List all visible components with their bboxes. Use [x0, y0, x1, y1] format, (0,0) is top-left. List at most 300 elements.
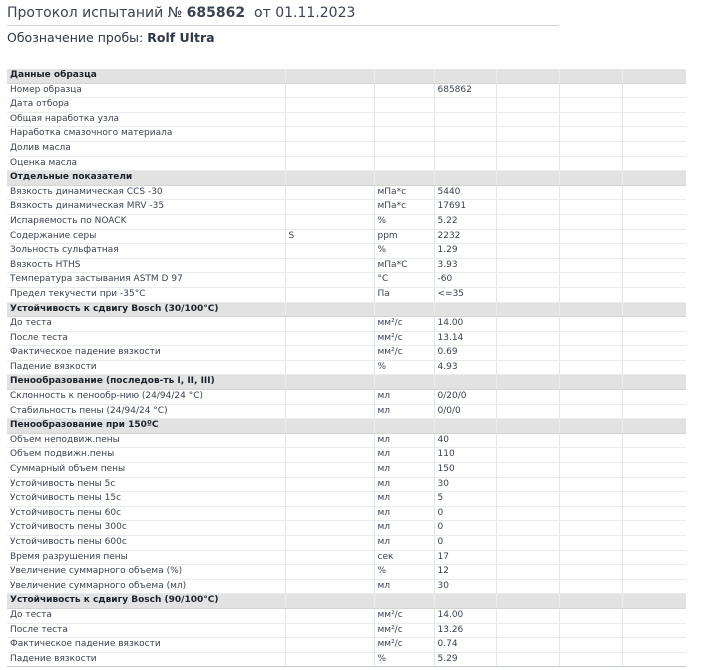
parameter-name: Склонность к пенообр-нию (24/94/24 °С)	[7, 390, 285, 405]
empty-cell	[559, 463, 622, 478]
parameter-mark	[285, 156, 374, 171]
parameter-value: 5440	[434, 185, 496, 200]
table-row	[7, 506, 686, 521]
parameter-mark	[285, 331, 374, 346]
parameter-name: Номер образца	[7, 83, 285, 98]
parameter-mark	[285, 360, 374, 375]
parameter-value: 5.29	[434, 652, 496, 667]
section-header-cell	[496, 171, 559, 186]
parameter-name: Устойчивость пены 5с	[7, 477, 285, 492]
parameter-value: 17691	[434, 200, 496, 215]
parameter-unit: °С	[374, 273, 434, 288]
empty-cell	[559, 550, 622, 565]
empty-cell	[559, 331, 622, 346]
section-header-cell	[622, 302, 686, 317]
empty-cell	[622, 565, 686, 580]
parameter-name: Испаряемость по NOACK	[7, 214, 285, 229]
parameter-mark	[285, 550, 374, 565]
section-header	[7, 375, 686, 390]
empty-cell	[622, 141, 686, 156]
parameter-unit: Па	[374, 287, 434, 302]
empty-cell	[622, 200, 686, 215]
section-header-cell	[496, 375, 559, 390]
parameter-name: Увеличение суммарного объема (мл)	[7, 579, 285, 594]
parameter-mark	[285, 244, 374, 259]
parameter-mark	[285, 83, 374, 98]
empty-cell	[496, 98, 559, 113]
section-header-cell	[559, 375, 622, 390]
section-header-cell	[285, 375, 374, 390]
empty-cell	[496, 506, 559, 521]
empty-cell	[496, 200, 559, 215]
empty-cell	[496, 156, 559, 171]
parameter-mark	[285, 200, 374, 215]
parameter-unit: мПа*с	[374, 185, 434, 200]
empty-cell	[496, 623, 559, 638]
parameter-mark	[285, 127, 374, 142]
parameter-unit: мм²/с	[374, 638, 434, 653]
empty-cell	[559, 652, 622, 667]
table-row	[7, 98, 686, 113]
parameter-value: 1.29	[434, 244, 496, 259]
section-header-cell	[622, 375, 686, 390]
table-row	[7, 331, 686, 346]
table-row	[7, 317, 686, 332]
report-title	[7, 3, 559, 26]
empty-cell	[559, 448, 622, 463]
parameter-unit	[374, 156, 434, 171]
parameter-value	[434, 112, 496, 127]
section-header-cell	[434, 69, 496, 83]
section-header-cell	[285, 302, 374, 317]
parameter-value: 12	[434, 565, 496, 580]
parameter-value: 3.93	[434, 258, 496, 273]
table-row	[7, 448, 686, 463]
parameter-value: 0	[434, 506, 496, 521]
empty-cell	[496, 536, 559, 551]
parameter-unit: мл	[374, 536, 434, 551]
parameter-unit: мл	[374, 463, 434, 478]
section-title: Устойчивость к сдвигу Bosch (30/100°С)	[7, 302, 285, 317]
table-row	[7, 390, 686, 405]
parameter-name: Вязкость динамическая MRV -35	[7, 200, 285, 215]
section-header-cell	[434, 171, 496, 186]
parameter-value: 17	[434, 550, 496, 565]
table-row	[7, 521, 686, 536]
parameter-name: Устойчивость пены 300с	[7, 521, 285, 536]
parameter-mark: S	[285, 229, 374, 244]
empty-cell	[496, 550, 559, 565]
table-row	[7, 112, 686, 127]
section-header-cell	[496, 302, 559, 317]
title-prefix: Протокол испытаний №	[7, 5, 183, 21]
table-row	[7, 83, 686, 98]
empty-cell	[622, 360, 686, 375]
empty-cell	[622, 229, 686, 244]
parameter-value	[434, 141, 496, 156]
section-header-cell	[434, 419, 496, 434]
parameter-mark	[285, 185, 374, 200]
empty-cell	[496, 448, 559, 463]
parameter-name: Общая наработка узла	[7, 112, 285, 127]
empty-cell	[559, 536, 622, 551]
empty-cell	[496, 492, 559, 507]
parameter-mark	[285, 317, 374, 332]
empty-cell	[622, 244, 686, 259]
section-title: Отдельные показатели	[7, 171, 285, 186]
section-header-cell	[285, 594, 374, 609]
parameter-name: Наработка смазочного материала	[7, 127, 285, 142]
empty-cell	[496, 521, 559, 536]
empty-cell	[496, 390, 559, 405]
empty-cell	[622, 273, 686, 288]
parameter-value: 5	[434, 492, 496, 507]
parameter-name: Фактическое падение вязкости	[7, 638, 285, 653]
parameter-mark	[285, 448, 374, 463]
empty-cell	[559, 608, 622, 623]
parameter-mark	[285, 521, 374, 536]
parameter-mark	[285, 98, 374, 113]
empty-cell	[622, 156, 686, 171]
parameter-value: 14.00	[434, 608, 496, 623]
empty-cell	[496, 565, 559, 580]
parameter-value: -60	[434, 273, 496, 288]
empty-cell	[622, 492, 686, 507]
empty-cell	[559, 273, 622, 288]
results-body	[7, 69, 686, 667]
parameter-name: Зольность сульфатная	[7, 244, 285, 259]
empty-cell	[496, 273, 559, 288]
empty-cell	[559, 98, 622, 113]
empty-cell	[496, 346, 559, 361]
section-header-cell	[374, 171, 434, 186]
empty-cell	[559, 229, 622, 244]
parameter-mark	[285, 214, 374, 229]
parameter-value: 2232	[434, 229, 496, 244]
parameter-unit: мПа*С	[374, 258, 434, 273]
section-title: Пенообразование (последов-ть I, II, III)	[7, 375, 285, 390]
parameter-unit: мПа*с	[374, 200, 434, 215]
section-header-cell	[559, 69, 622, 83]
table-row	[7, 127, 686, 142]
parameter-name: Объем неподвиж.пены	[7, 433, 285, 448]
parameter-unit: мм²/с	[374, 346, 434, 361]
parameter-name: Устойчивость пены 60с	[7, 506, 285, 521]
empty-cell	[622, 258, 686, 273]
empty-cell	[559, 258, 622, 273]
section-header	[7, 171, 686, 186]
parameter-mark	[285, 492, 374, 507]
empty-cell	[559, 141, 622, 156]
table-row	[7, 477, 686, 492]
section-header-cell	[434, 594, 496, 609]
parameter-value: 30	[434, 579, 496, 594]
parameter-value: 0	[434, 536, 496, 551]
empty-cell	[496, 433, 559, 448]
table-row	[7, 463, 686, 478]
report-date: 01.11.2023	[275, 5, 356, 21]
empty-cell	[559, 346, 622, 361]
empty-cell	[559, 287, 622, 302]
parameter-unit: мл	[374, 433, 434, 448]
table-row	[7, 360, 686, 375]
parameter-mark	[285, 273, 374, 288]
empty-cell	[559, 83, 622, 98]
section-header-cell	[285, 419, 374, 434]
parameter-unit: мл	[374, 579, 434, 594]
table-row	[7, 229, 686, 244]
table-row	[7, 156, 686, 171]
table-row	[7, 287, 686, 302]
parameter-mark	[285, 346, 374, 361]
empty-cell	[496, 112, 559, 127]
section-header-cell	[622, 171, 686, 186]
parameter-mark	[285, 565, 374, 580]
empty-cell	[559, 390, 622, 405]
parameter-value: 110	[434, 448, 496, 463]
parameter-mark	[285, 536, 374, 551]
report-number: 685862	[186, 5, 246, 21]
empty-cell	[496, 477, 559, 492]
parameter-value	[434, 127, 496, 142]
empty-cell	[622, 185, 686, 200]
section-header	[7, 302, 686, 317]
results-table	[7, 69, 686, 667]
empty-cell	[559, 638, 622, 653]
section-header	[7, 594, 686, 609]
section-header-cell	[496, 419, 559, 434]
parameter-name: Фактическое падение вязкости	[7, 346, 285, 361]
empty-cell	[622, 83, 686, 98]
empty-cell	[559, 244, 622, 259]
parameter-unit: мл	[374, 506, 434, 521]
section-header	[7, 419, 686, 434]
date-prefix: от	[254, 5, 271, 21]
parameter-unit: %	[374, 565, 434, 580]
table-row	[7, 623, 686, 638]
parameter-unit: мм²/с	[374, 331, 434, 346]
parameter-mark	[285, 463, 374, 478]
parameter-mark	[285, 608, 374, 623]
table-row	[7, 404, 686, 419]
parameter-name: Дата отбора	[7, 98, 285, 113]
parameter-unit: мл	[374, 448, 434, 463]
empty-cell	[559, 404, 622, 419]
parameter-name: Время разрушения пены	[7, 550, 285, 565]
empty-cell	[496, 360, 559, 375]
section-header-cell	[285, 69, 374, 83]
section-header	[7, 69, 686, 83]
empty-cell	[622, 579, 686, 594]
empty-cell	[559, 317, 622, 332]
empty-cell	[559, 112, 622, 127]
parameter-unit: мл	[374, 521, 434, 536]
parameter-unit: мл	[374, 492, 434, 507]
parameter-name: Устойчивость пены 15с	[7, 492, 285, 507]
parameter-unit: %	[374, 360, 434, 375]
parameter-unit	[374, 112, 434, 127]
parameter-name: Объем подвижн.пены	[7, 448, 285, 463]
sample-label: Обозначение пробы:	[7, 30, 144, 45]
section-header-cell	[434, 302, 496, 317]
parameter-value: 14.00	[434, 317, 496, 332]
parameter-unit: %	[374, 652, 434, 667]
parameter-unit: мл	[374, 404, 434, 419]
parameter-unit: мм²/с	[374, 608, 434, 623]
empty-cell	[622, 127, 686, 142]
sample-name: Rolf Ultra	[147, 30, 215, 45]
table-row	[7, 185, 686, 200]
empty-cell	[559, 477, 622, 492]
parameter-value: 30	[434, 477, 496, 492]
parameter-unit: мл	[374, 477, 434, 492]
parameter-unit: мм²/с	[374, 623, 434, 638]
parameter-unit	[374, 141, 434, 156]
parameter-mark	[285, 638, 374, 653]
empty-cell	[622, 652, 686, 667]
table-row	[7, 273, 686, 288]
empty-cell	[622, 404, 686, 419]
empty-cell	[559, 492, 622, 507]
empty-cell	[496, 229, 559, 244]
empty-cell	[559, 521, 622, 536]
table-row	[7, 214, 686, 229]
parameter-value: 5.22	[434, 214, 496, 229]
parameter-mark	[285, 404, 374, 419]
parameter-value: 0/20/0	[434, 390, 496, 405]
parameter-mark	[285, 141, 374, 156]
empty-cell	[622, 638, 686, 653]
parameter-unit	[374, 98, 434, 113]
empty-cell	[622, 112, 686, 127]
table-row	[7, 258, 686, 273]
section-header-cell	[559, 302, 622, 317]
empty-cell	[622, 331, 686, 346]
table-row	[7, 536, 686, 551]
table-row	[7, 492, 686, 507]
parameter-value: 150	[434, 463, 496, 478]
empty-cell	[496, 317, 559, 332]
section-header-cell	[622, 594, 686, 609]
empty-cell	[496, 331, 559, 346]
empty-cell	[622, 317, 686, 332]
empty-cell	[622, 98, 686, 113]
empty-cell	[622, 536, 686, 551]
section-header-cell	[622, 69, 686, 83]
table-row	[7, 200, 686, 215]
parameter-mark	[285, 652, 374, 667]
empty-cell	[622, 477, 686, 492]
empty-cell	[496, 141, 559, 156]
parameter-unit: %	[374, 214, 434, 229]
table-row	[7, 433, 686, 448]
parameter-mark	[285, 112, 374, 127]
section-header-cell	[374, 302, 434, 317]
empty-cell	[622, 550, 686, 565]
parameter-mark	[285, 258, 374, 273]
empty-cell	[559, 433, 622, 448]
empty-cell	[496, 185, 559, 200]
parameter-unit: сек	[374, 550, 434, 565]
parameter-name: Стабильность пены (24/94/24 °С)	[7, 404, 285, 419]
sample-designation	[7, 30, 215, 46]
parameter-value: 13.26	[434, 623, 496, 638]
parameter-value: 0.69	[434, 346, 496, 361]
empty-cell	[559, 127, 622, 142]
empty-cell	[622, 623, 686, 638]
parameter-value	[434, 156, 496, 171]
empty-cell	[559, 579, 622, 594]
empty-cell	[622, 463, 686, 478]
empty-cell	[496, 652, 559, 667]
parameter-mark	[285, 287, 374, 302]
parameter-name: До теста	[7, 608, 285, 623]
section-header-cell	[559, 419, 622, 434]
empty-cell	[496, 214, 559, 229]
table-row	[7, 141, 686, 156]
parameter-name: Вязкость HTHS	[7, 258, 285, 273]
parameter-unit: мл	[374, 390, 434, 405]
parameter-mark	[285, 506, 374, 521]
empty-cell	[622, 433, 686, 448]
table-row	[7, 346, 686, 361]
empty-cell	[622, 214, 686, 229]
parameter-mark	[285, 477, 374, 492]
section-header-cell	[374, 69, 434, 83]
empty-cell	[496, 244, 559, 259]
table-row	[7, 244, 686, 259]
parameter-mark	[285, 579, 374, 594]
table-row	[7, 608, 686, 623]
parameter-unit: %	[374, 244, 434, 259]
empty-cell	[622, 608, 686, 623]
empty-cell	[622, 390, 686, 405]
empty-cell	[622, 346, 686, 361]
empty-cell	[622, 506, 686, 521]
empty-cell	[496, 638, 559, 653]
section-header-cell	[622, 419, 686, 434]
empty-cell	[496, 83, 559, 98]
parameter-name: После теста	[7, 623, 285, 638]
parameter-value: 0	[434, 521, 496, 536]
parameter-name: Температура застывания ASTM D 97	[7, 273, 285, 288]
empty-cell	[496, 404, 559, 419]
parameter-name: Оценка масла	[7, 156, 285, 171]
table-row	[7, 638, 686, 653]
parameter-value: 0.74	[434, 638, 496, 653]
parameter-name: До теста	[7, 317, 285, 332]
empty-cell	[622, 287, 686, 302]
empty-cell	[559, 214, 622, 229]
empty-cell	[496, 608, 559, 623]
section-header-cell	[374, 594, 434, 609]
empty-cell	[496, 287, 559, 302]
parameter-value: 685862	[434, 83, 496, 98]
parameter-name: Увеличение суммарного объема (%)	[7, 565, 285, 580]
parameter-value: 4.93	[434, 360, 496, 375]
table-row	[7, 652, 686, 667]
table-row	[7, 565, 686, 580]
parameter-unit	[374, 83, 434, 98]
parameter-name: Падение вязкости	[7, 360, 285, 375]
parameter-mark	[285, 433, 374, 448]
parameter-value: 40	[434, 433, 496, 448]
empty-cell	[496, 579, 559, 594]
empty-cell	[559, 360, 622, 375]
table-row	[7, 550, 686, 565]
section-header-cell	[374, 375, 434, 390]
section-header-cell	[285, 171, 374, 186]
